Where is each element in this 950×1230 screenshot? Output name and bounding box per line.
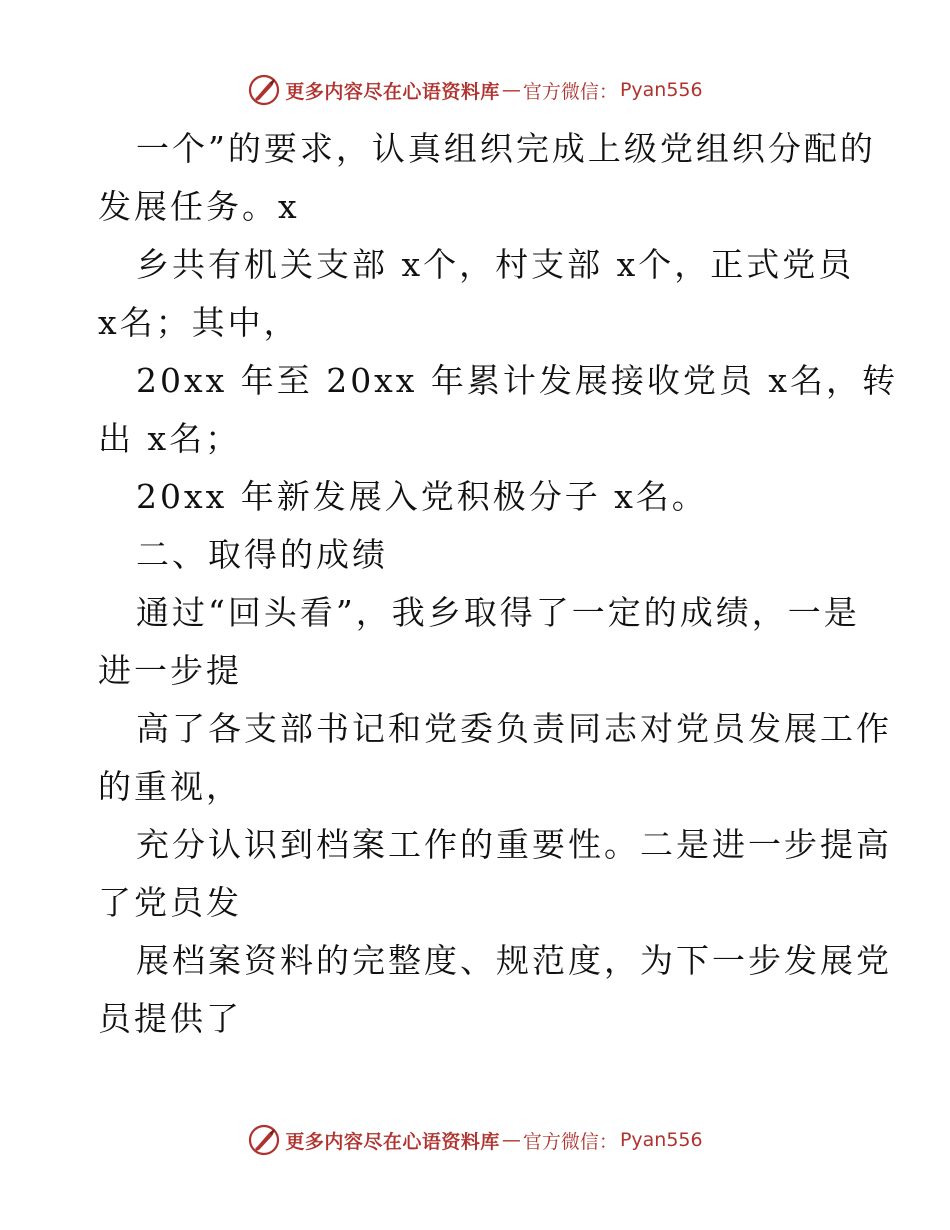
body-line: x名；其中，	[98, 303, 300, 342]
body-line: 发展任务。x	[98, 187, 300, 226]
footer-brand-text: 更多内容尽在心语资料库	[285, 1130, 500, 1153]
body-line: 出 x名；	[98, 419, 242, 458]
body-line: 乡共有机关支部 x个，村支部 x个，正式党员	[136, 245, 855, 284]
body-line: 高了各支部书记和党委负责同志对党员发展工作	[136, 709, 892, 748]
footer-wechat-label: 官方微信：	[522, 1130, 618, 1153]
body-line: 进一步提	[98, 651, 242, 690]
header-wechat-label: 官方微信：	[522, 80, 618, 103]
body-line: 的重视，	[98, 767, 242, 806]
header-brand-text: 更多内容尽在心语资料库	[285, 80, 500, 103]
body-line: 了党员发	[98, 883, 242, 922]
body-line: 展档案资料的完整度、规范度，为下一步发展党	[136, 941, 892, 980]
body-line: 20xx 年新发展入党积极分子 x名。	[136, 477, 708, 516]
quill-pen-logo-icon	[247, 73, 281, 107]
header-banner	[0, 70, 950, 110]
footer-banner	[0, 1120, 950, 1160]
body-line: 通过“回头看”，我乡取得了一定的成绩，一是	[136, 593, 860, 632]
body-line: 充分认识到档案工作的重要性。二是进一步提高	[136, 825, 892, 864]
footer-separator: —	[501, 1129, 521, 1151]
header-separator: —	[501, 79, 521, 101]
body-line: 20xx 年至 20xx 年累计发展接收党员 x名，转	[136, 361, 898, 400]
header-wechat-id: Pyan556	[619, 79, 703, 101]
body-line: 员提供了	[98, 999, 242, 1038]
quill-pen-logo-icon	[247, 1123, 281, 1157]
footer-wechat-id: Pyan556	[619, 1129, 703, 1151]
body-line: 一个”的要求，认真组织完成上级党组织分配的	[136, 129, 876, 168]
document-body	[98, 120, 898, 1048]
section-heading: 二、取得的成绩	[136, 535, 388, 574]
